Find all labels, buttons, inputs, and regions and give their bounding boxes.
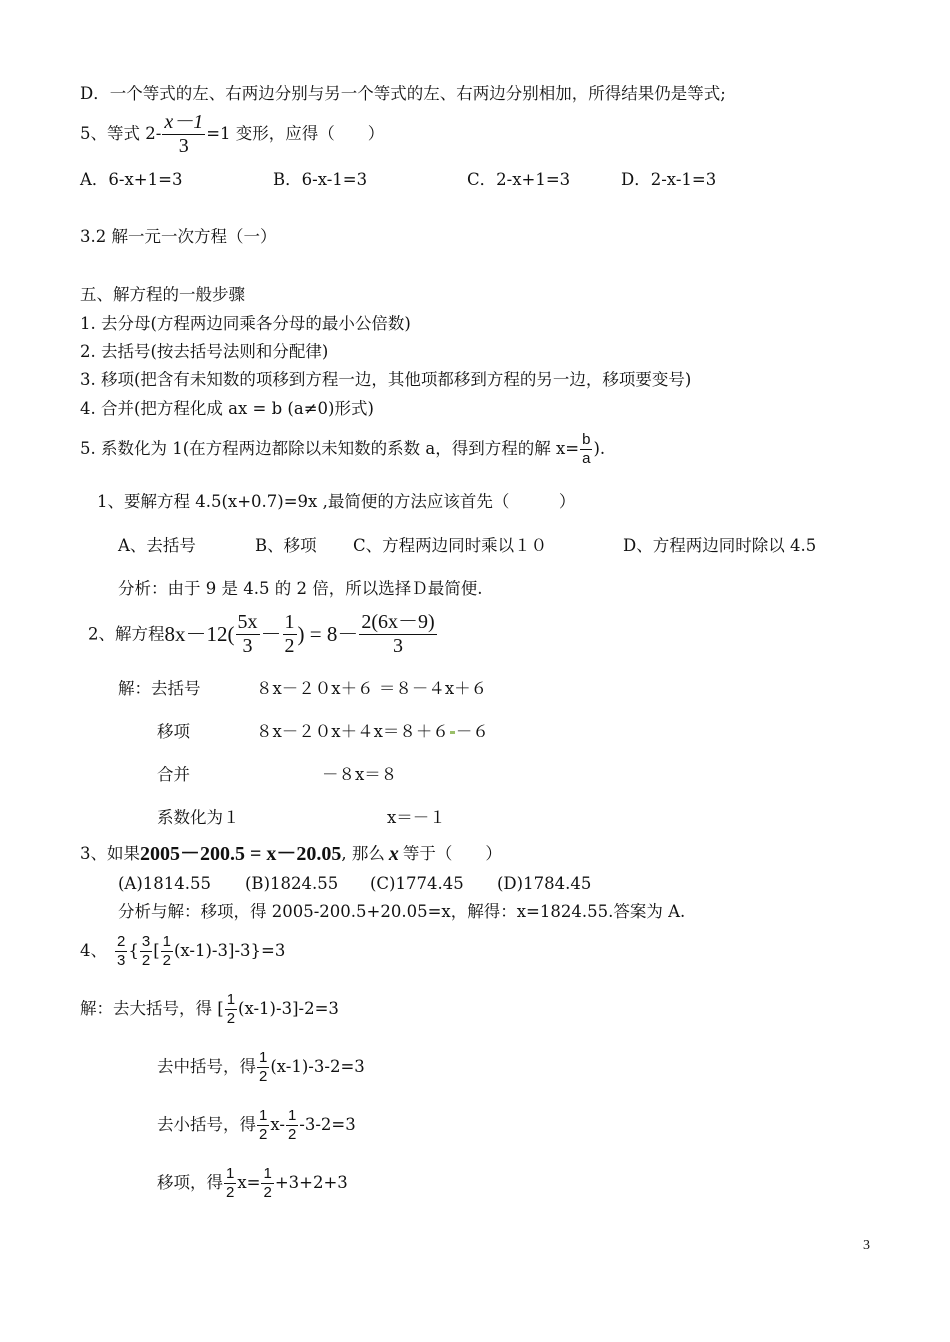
e2-row-2-eq-tail: －６ bbox=[455, 722, 489, 741]
e3-equation: 2005－200.5 = x－20.05 bbox=[140, 843, 342, 865]
e4-brace: { bbox=[128, 941, 139, 960]
solution-step-2 bbox=[157, 1050, 365, 1085]
q5-option-d: D．2-x-1=3 bbox=[621, 170, 717, 189]
e2-minus: － bbox=[260, 622, 282, 646]
e3-mid: , 那么 bbox=[341, 843, 385, 863]
e2-frac-rhs: $\frac{2(6x-9)}{3}$ bbox=[361, 611, 435, 657]
sol4-fraction-b: $\frac{1}{2}$ bbox=[263, 1165, 272, 1201]
q5-prefix: 5、等式 2- bbox=[80, 124, 162, 143]
step5-prefix: 5. 系数化为 1(在方程两边都除以未知数的系数 a，得到方程的解 x= bbox=[80, 438, 580, 458]
sol2-fraction: $\frac{1}{2}$ bbox=[259, 1049, 268, 1085]
sol1-suffix: (x-1)-3]-2=3 bbox=[238, 999, 339, 1018]
e4-frac-3-2: $\frac{3}{2}$ bbox=[141, 933, 151, 969]
sol3-mid: x- bbox=[270, 1115, 285, 1134]
step5-suffix: ). bbox=[593, 438, 606, 458]
e2-row-2-eq: ８x－２０x＋４x＝８＋６ bbox=[256, 722, 449, 741]
e2-frac-5x-3: $\frac{5x}{3}$ bbox=[237, 611, 258, 657]
q5-fraction: $\frac{x-1}{3}$ bbox=[164, 111, 204, 157]
example-1-options bbox=[118, 538, 816, 555]
q5-option-c: C．2-x+1=3 bbox=[467, 170, 571, 189]
e3-option-c: (C)1774.45 bbox=[370, 874, 464, 893]
example-3 bbox=[80, 844, 502, 864]
e2-row-2-label: 移项 bbox=[157, 722, 190, 741]
e4-bracket: [ bbox=[153, 941, 160, 960]
step5-fraction: $\frac{b}{a}$ bbox=[582, 431, 591, 467]
e2-row-3-label: 合并 bbox=[157, 765, 190, 784]
e2-row-3-eq: －８x＝８ bbox=[322, 765, 398, 784]
e2-row-1-eq: ８x－２０x＋６ ＝８－４x＋６ bbox=[256, 679, 488, 698]
e2-frac-1-2: $\frac{1}{2}$ bbox=[284, 611, 295, 657]
e4-frac-2-3: $\frac{2}{3}$ bbox=[117, 933, 126, 969]
question-5 bbox=[80, 112, 384, 157]
example-4 bbox=[80, 934, 285, 969]
e3-option-b: (B)1824.55 bbox=[245, 874, 339, 893]
sol4-prefix: 移项，得 bbox=[157, 1173, 223, 1192]
step-5 bbox=[80, 432, 605, 467]
sol3-suffix: -3-2=3 bbox=[299, 1115, 356, 1134]
e1-option-a: A、去括号 bbox=[118, 536, 196, 555]
e2-solution-row-2 bbox=[157, 724, 489, 741]
sol3-fraction-b: $\frac{1}{2}$ bbox=[287, 1107, 297, 1143]
statement-d: D．一个等式的左、右两边分别与另一个等式的左、右两边分别相加，所得结果仍是等式; bbox=[80, 84, 726, 103]
section-title: 3.2 解一元一次方程（一） bbox=[80, 227, 277, 246]
e2-row-1-label: 解：去括号 bbox=[118, 679, 201, 698]
e4-rest: (x-1)-3]-3}=3 bbox=[173, 941, 286, 960]
e2-label: 2、解方程 bbox=[88, 624, 165, 644]
solution-step-3 bbox=[157, 1108, 356, 1143]
sol3-fraction-a: $\frac{1}{2}$ bbox=[259, 1107, 268, 1143]
e3-option-a: (A)1814.55 bbox=[118, 874, 212, 893]
page-number: 3 bbox=[863, 1238, 870, 1253]
edit-marker bbox=[450, 731, 455, 734]
e3-options bbox=[118, 876, 591, 893]
e2-solution-row-1 bbox=[118, 681, 487, 698]
e1-option-d: D、方程两边同时除以 4.5 bbox=[623, 536, 817, 555]
sol1-prefix: 解：去大括号，得 [ bbox=[80, 999, 224, 1018]
sol4-fraction-a: $\frac{1}{2}$ bbox=[226, 1165, 235, 1201]
sol3-prefix: 去小括号，得 bbox=[157, 1115, 256, 1134]
step-3: 3. 移项(把含有未知数的项移到方程一边，其他项都移到方程的另一边，移项要变号) bbox=[80, 370, 692, 389]
sol1-fraction: $\frac{1}{2}$ bbox=[226, 991, 236, 1027]
q5-suffix: =1 变形，应得（ ） bbox=[206, 124, 385, 143]
e3-option-d: (D)1784.45 bbox=[497, 874, 592, 893]
q5-option-a: A．6-x+1=3 bbox=[80, 170, 183, 189]
step-4: 4. 合并(把方程化成 ax = b (a≠0)形式) bbox=[80, 399, 374, 418]
steps-title: 五、解方程的一般步骤 bbox=[80, 285, 245, 304]
sol2-suffix: (x-1)-3-2=3 bbox=[270, 1057, 365, 1076]
example-2 bbox=[88, 612, 438, 657]
e2-row-4-label: 系数化为１ bbox=[157, 808, 240, 827]
e3-prefix: 3、如果 bbox=[80, 843, 140, 863]
e2-solution-row-4 bbox=[157, 810, 446, 827]
e3-variable: x bbox=[388, 843, 399, 865]
solution-step-4 bbox=[157, 1166, 348, 1201]
example-1-analysis: 分析：由于 9 是 4.5 的 2 倍，所以选择Ｄ最简便. bbox=[118, 579, 483, 598]
e4-label: 4、 bbox=[80, 941, 107, 960]
e1-option-c: C、方程两边同时乘以１０ bbox=[353, 536, 548, 555]
step-1: 1. 去分母(方程两边同乘各分母的最小公倍数) bbox=[80, 314, 411, 333]
e2-row-4-eq: x＝－１ bbox=[387, 808, 446, 827]
e4-frac-1-2: $\frac{1}{2}$ bbox=[162, 933, 171, 969]
e3-analysis: 分析与解：移项，得 2005-200.5+20.05=x，解得：x=1824.55.答案为 A. bbox=[118, 902, 686, 921]
e2-solution-row-3 bbox=[157, 767, 397, 784]
e2-lhs: 8x－12( bbox=[164, 622, 235, 646]
q5-option-b: B．6-x-1=3 bbox=[273, 170, 368, 189]
sol2-prefix: 去中括号，得 bbox=[157, 1057, 256, 1076]
example-1: 1、要解方程 4.5(x+0.7)=9x ,最简便的方法应该首先（ ） bbox=[97, 492, 576, 511]
solution-step-1 bbox=[80, 992, 339, 1027]
q5-options bbox=[80, 172, 716, 189]
e3-suffix: 等于（ ） bbox=[402, 843, 502, 863]
sol4-suffix: +3+2+3 bbox=[274, 1173, 348, 1192]
e1-option-b: B、移项 bbox=[255, 536, 317, 555]
step-2: 2. 去括号(按去括号法则和分配律) bbox=[80, 342, 329, 361]
sol4-mid: x= bbox=[237, 1173, 261, 1192]
e2-rhs: ) = 8－ bbox=[297, 622, 359, 646]
